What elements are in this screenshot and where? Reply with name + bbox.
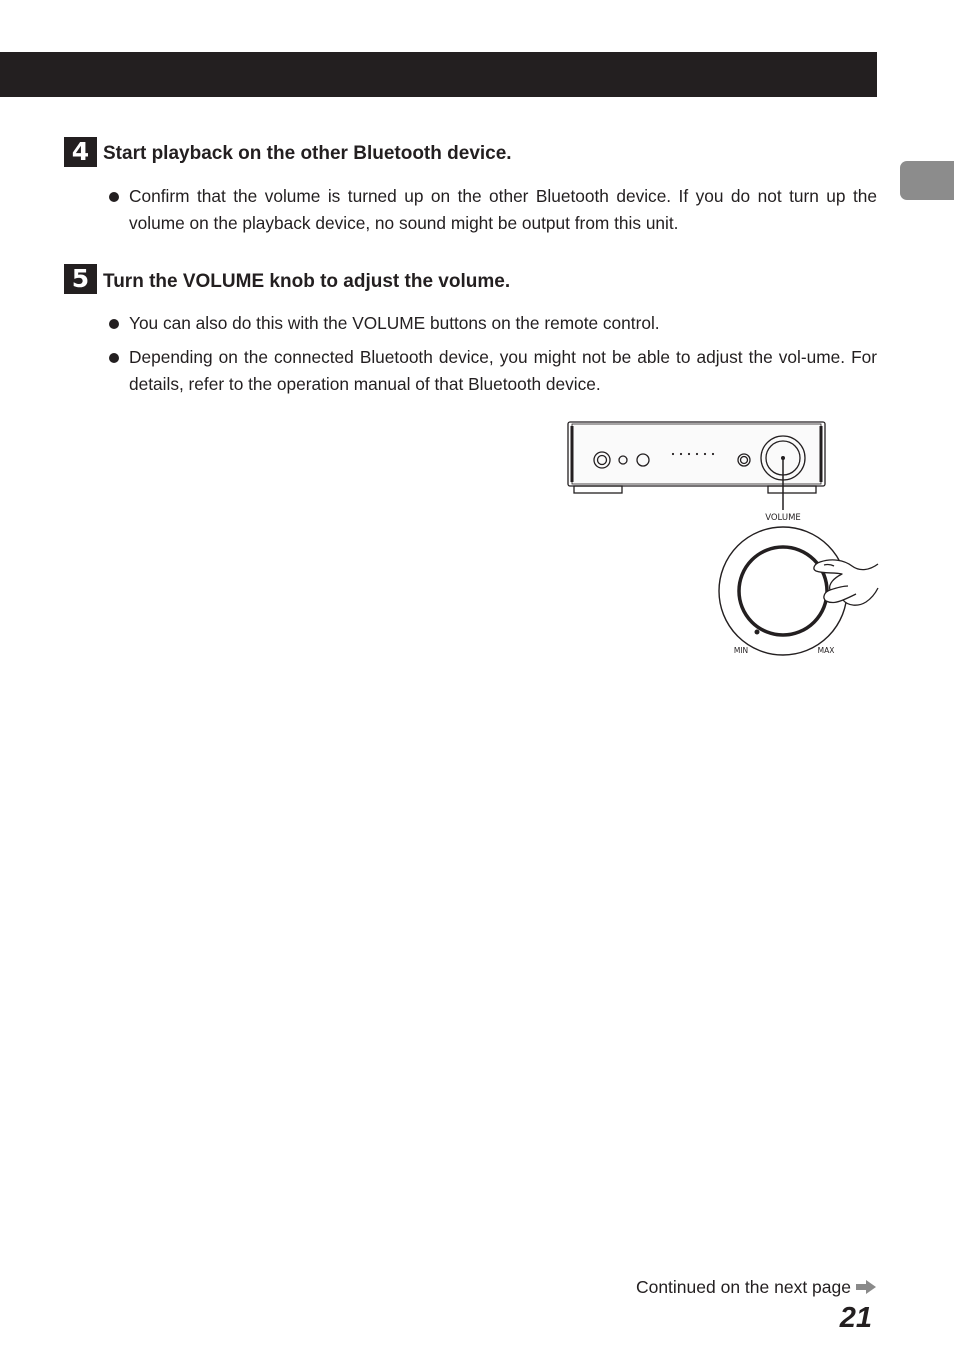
step-title-4: Start playback on the other Bluetooth device. — [103, 143, 512, 164]
hand-icon — [814, 560, 878, 605]
bullet-dot — [109, 353, 119, 363]
list-item — [107, 344, 877, 398]
volume-knob-icon — [739, 547, 827, 635]
max-label: MAX — [817, 646, 835, 655]
unit-foot — [574, 486, 622, 493]
section-tab — [900, 161, 954, 200]
min-label: MIN — [733, 646, 749, 655]
continued-text: Continued on the next page — [635, 1277, 851, 1297]
step-number-4: 4 — [64, 137, 97, 167]
bullet-text: You can also do this with the VOLUME buttons on the remote control. — [129, 313, 660, 333]
bullet-text: Depending on the connected Bluetooth device, you might not be able to adjust the vol-ume. For details, refer to the operation manual of that Bluetooth device. — [129, 347, 877, 394]
list-item — [107, 183, 877, 237]
bullet-dot — [109, 319, 119, 329]
bullet-dot — [109, 192, 119, 202]
step-title-5: Turn the VOLUME knob to adjust the volume. — [103, 271, 511, 292]
bullet-text: Confirm that the volume is turned up on the other Bluetooth device. If you do not turn up the volume on the playback device, no sound might be output from this unit. — [129, 186, 877, 233]
volume-knob-illustration — [562, 414, 882, 664]
step-number-5: 5 — [64, 264, 97, 294]
list-item — [107, 310, 877, 337]
volume-label: VOLUME — [765, 513, 801, 523]
knob-marker-icon — [755, 630, 760, 635]
header-bar — [0, 52, 877, 97]
unit-foot — [768, 486, 816, 493]
continued-note — [636, 1275, 876, 1299]
arrow-right-icon — [856, 1280, 876, 1294]
page-number: 21 — [839, 1302, 872, 1334]
